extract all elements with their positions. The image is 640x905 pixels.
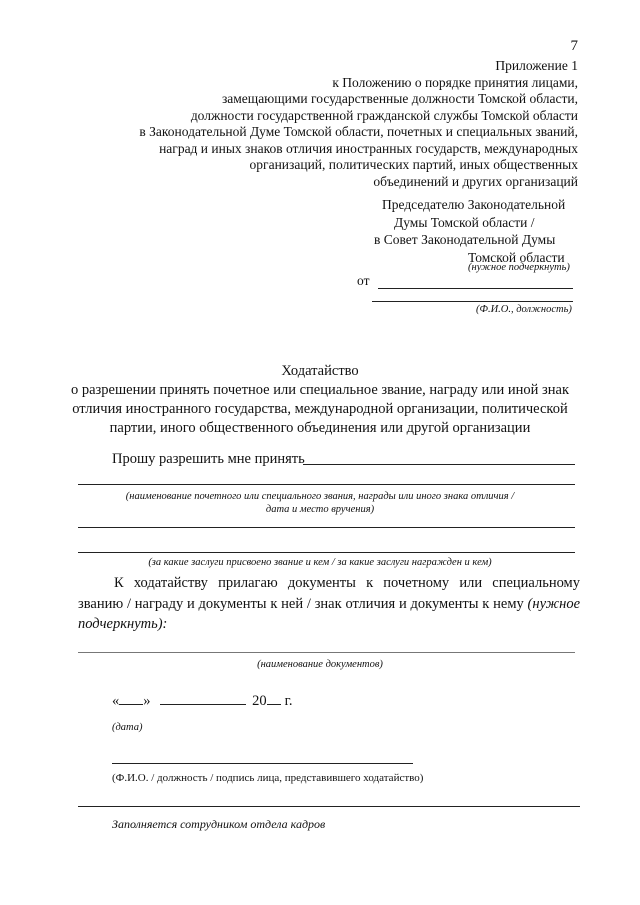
- date-day-field[interactable]: [119, 692, 143, 705]
- request-text: Прошу разрешить мне принять: [112, 451, 305, 467]
- date-row: [112, 692, 293, 710]
- petition-subtitle-line: отличия иностранного государства, международной организации, политической: [72, 401, 568, 417]
- award-name-field[interactable]: [303, 464, 575, 465]
- petition-subtitle-line: о разрешении принять почетное или специальное звание, награду или иной знак: [71, 382, 569, 398]
- documents-field[interactable]: [78, 652, 575, 653]
- addressee-block: [366, 196, 586, 266]
- appendix-line: должности государственной гражданской службы Томской области: [190, 107, 578, 123]
- addressee-line: в Совет Законодательной Думы: [374, 232, 556, 247]
- award-note-line: дата и место вручения): [265, 504, 375, 515]
- from-label: от: [357, 273, 370, 288]
- underline-hint: (нужное подчеркнуть): [468, 262, 570, 273]
- appendix-line: Приложение 1: [495, 58, 578, 73]
- merits-field-continued[interactable]: [78, 552, 575, 553]
- appendix-header: [98, 58, 578, 190]
- date-note: (дата): [112, 722, 143, 733]
- addressee-line: Томской области: [468, 249, 565, 265]
- award-name-field-continued[interactable]: [78, 484, 575, 485]
- award-note-line: (наименование почетного или специального звания, награды или иного знака отличия /: [125, 491, 515, 502]
- petition-title-block: [60, 362, 580, 438]
- appendix-line: в Законодательной Думе Томской области, почетных и специальных званий,: [139, 124, 578, 139]
- merits-field[interactable]: [78, 527, 575, 528]
- date-year-suffix: г.: [284, 693, 293, 709]
- fio-position-note: (Ф.И.О., должность): [476, 304, 572, 315]
- date-close-quote: »: [143, 693, 151, 709]
- signature-note: (Ф.И.О. / должность / подпись лица, представившего ходатайство): [112, 772, 424, 784]
- appendix-line: к Положению о порядке принятия лицами,: [332, 74, 578, 90]
- from-position-field[interactable]: [372, 301, 573, 302]
- attachment-paragraph: [78, 573, 580, 635]
- date-year-prefix: 20: [252, 693, 267, 709]
- section-divider: [78, 806, 580, 807]
- signature-field[interactable]: [112, 763, 413, 764]
- merits-note: (за какие заслуги присвоено звание и кем / за какие заслуги награжден и кем): [148, 557, 492, 568]
- petition-title: Ходатайство: [281, 363, 359, 379]
- documents-note: (наименование документов): [257, 659, 383, 670]
- attachment-text: К ходатайству прилагаю документы к почетному или специальному званию / награду и документы к ней / знак отличия и документы к нему: [78, 575, 580, 612]
- date-year-field[interactable]: [267, 692, 281, 705]
- petition-subtitle-line: партии, иного общественного объединения или другой организации: [109, 420, 531, 436]
- appendix-line: замещающими государственные должности Томской области,: [221, 91, 578, 106]
- appendix-line: организаций, политических партий, иных общественных: [249, 157, 578, 172]
- date-open-quote: «: [112, 693, 120, 709]
- attachment-hint: (нужное подчеркнуть):: [78, 595, 581, 632]
- addressee-line: Председателю Законодательной: [382, 197, 566, 212]
- page-number: 7: [570, 38, 578, 54]
- appendix-line: объединений и других организаций: [373, 173, 578, 189]
- award-note: [60, 490, 580, 516]
- date-month-field[interactable]: [160, 692, 246, 705]
- hr-footer-text: Заполняется сотрудником отдела кадров: [112, 817, 326, 831]
- appendix-line: наград и иных знаков отличия иностранных государств, международных: [159, 140, 578, 156]
- addressee-line: Думы Томской области /: [394, 214, 535, 230]
- from-name-field[interactable]: [378, 288, 573, 289]
